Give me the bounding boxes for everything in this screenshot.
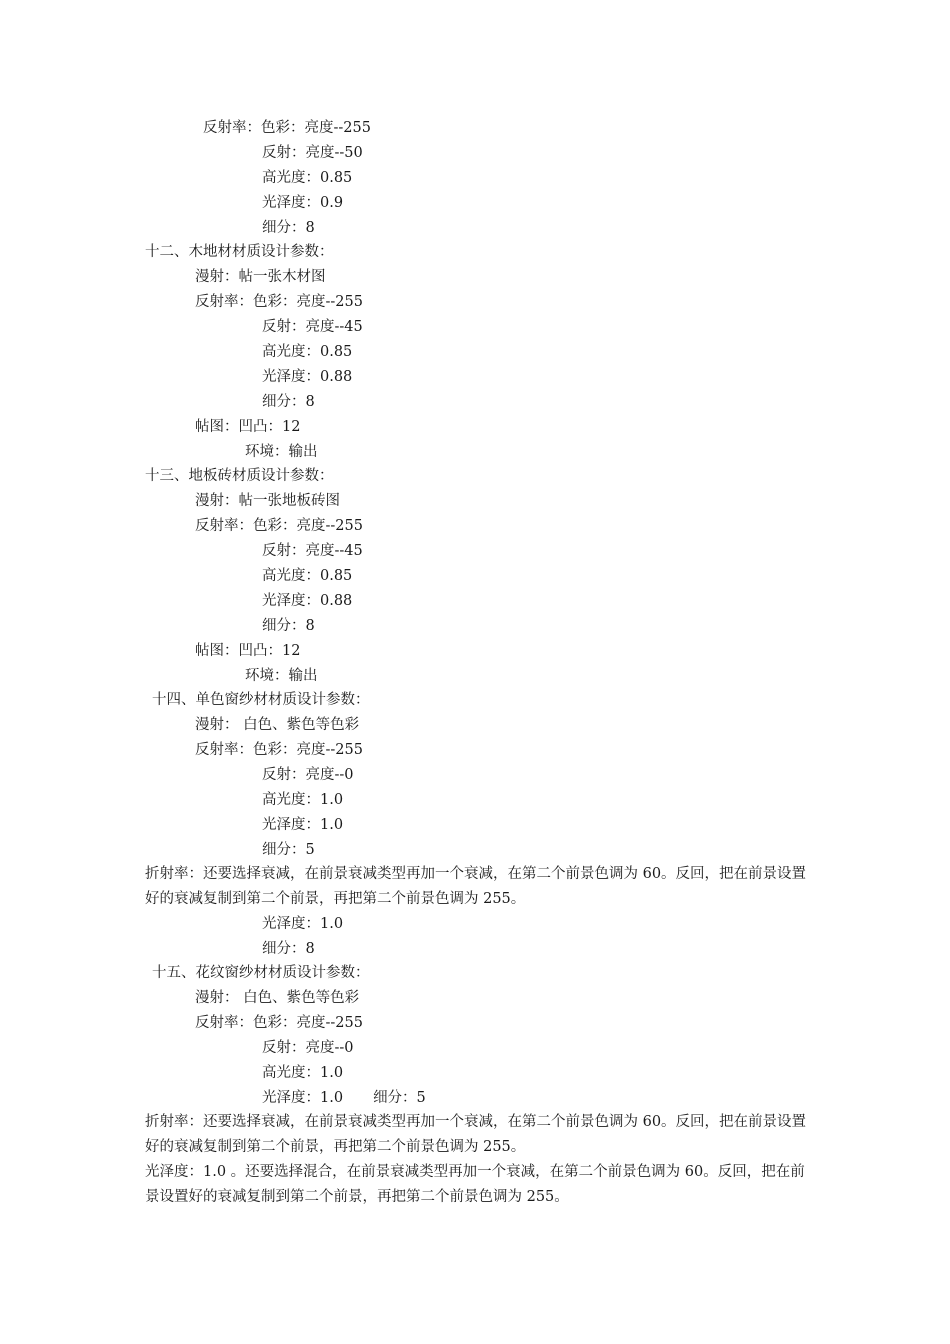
line-reflection: 反射：亮度--50: [262, 145, 363, 161]
line-subdivision: 细分：8: [262, 618, 315, 634]
section-heading-12: 十二、木地材材质设计参数：: [145, 244, 334, 260]
line-highlight: 高光度：1.0: [262, 1065, 344, 1081]
line-reflectance: 反射率：色彩：亮度--255: [195, 1015, 363, 1031]
gloss-paragraph: 光泽度：1.0 。还要选择混合，在前景衰减类型再加一个衰减，在第二个前景色调为 60。反回，把在前景设置好的衰减复制到第二个前景，再把第二个前景色调为 255。: [145, 1164, 805, 1205]
line-reflection: 反射：亮度--0: [262, 767, 354, 783]
line-reflectance: 反射率：色彩：亮度--255: [195, 742, 363, 758]
line-reflectance: 反射率：色彩：亮度--255: [203, 120, 371, 136]
line-gloss: 光泽度：0.9: [262, 195, 344, 211]
section-heading-15: 十五、花纹窗纱材材质设计参数：: [152, 965, 370, 981]
line-reflection: 反射：亮度--45: [262, 543, 363, 559]
line-reflection: 反射：亮度--0: [262, 1040, 354, 1056]
section-heading-13: 十三、地板砖材质设计参数：: [145, 468, 334, 484]
line-subdivision: 细分：5: [373, 1090, 426, 1106]
line-map-bump: 帖图：凹凸：12: [195, 419, 301, 435]
line-gloss: 光泽度：1.0: [262, 916, 344, 932]
line-subdivision: 细分：8: [262, 220, 315, 236]
section-heading-14: 十四、单色窗纱材材质设计参数：: [152, 692, 370, 708]
refraction-paragraph: 折射率：还要选择衰减，在前景衰减类型再加一个衰减，在第二个前景色调为 60。反回，把在前景设置好的衰减复制到第二个前景，再把第二个前景色调为 255。: [145, 866, 807, 907]
line-environment: 环境：输出: [245, 444, 318, 460]
line-gloss: 光泽度：1.0: [262, 1090, 344, 1106]
line-subdivision: 细分：5: [262, 842, 315, 858]
line-diffuse: 漫射： 白色、紫色等色彩: [195, 990, 360, 1006]
line-highlight: 高光度：0.85: [262, 170, 353, 186]
line-highlight: 高光度：1.0: [262, 792, 344, 808]
line-subdivision: 细分：8: [262, 941, 315, 957]
line-gloss: 光泽度：0.88: [262, 369, 353, 385]
line-reflectance: 反射率：色彩：亮度--255: [195, 294, 363, 310]
line-subdivision: 细分：8: [262, 394, 315, 410]
line-highlight: 高光度：0.85: [262, 568, 353, 584]
line-diffuse: 漫射：帖一张地板砖图: [195, 493, 340, 509]
line-map-bump: 帖图：凹凸：12: [195, 643, 301, 659]
line-diffuse: 漫射： 白色、紫色等色彩: [195, 717, 360, 733]
line-reflection: 反射：亮度--45: [262, 319, 363, 335]
line-gloss: 光泽度：1.0: [262, 817, 344, 833]
line-environment: 环境：输出: [245, 668, 318, 684]
line-reflectance: 反射率：色彩：亮度--255: [195, 518, 363, 534]
refraction-paragraph: 折射率：还要选择衰减，在前景衰减类型再加一个衰减，在第二个前景色调为 60。反回，把在前景设置好的衰减复制到第二个前景，再把第二个前景色调为 255。: [145, 1114, 807, 1155]
line-highlight: 高光度：0.85: [262, 344, 353, 360]
line-gloss: 光泽度：0.88: [262, 593, 353, 609]
line-diffuse: 漫射：帖一张木材图: [195, 269, 326, 285]
line-gloss-subdivision: [262, 1086, 426, 1111]
